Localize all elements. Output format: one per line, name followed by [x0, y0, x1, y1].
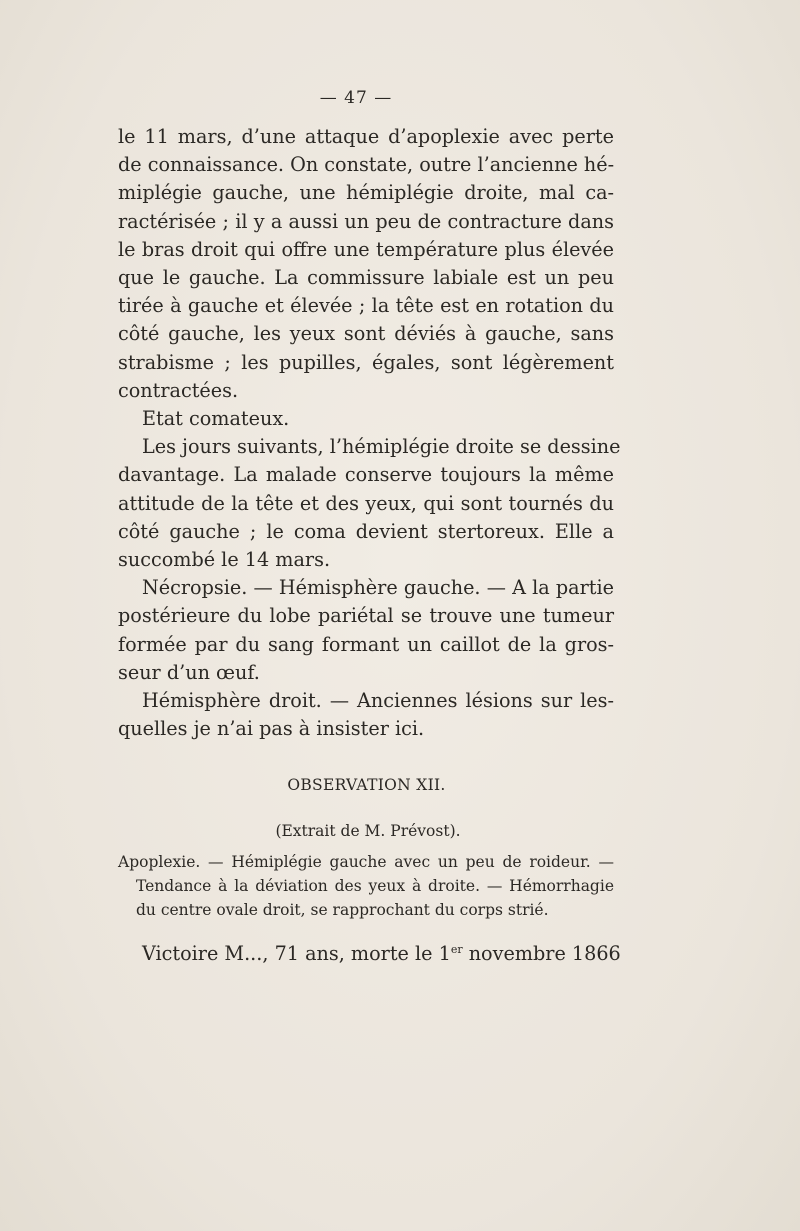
- case-intro-line: [142, 942, 621, 965]
- text-line: le bras droit qui offre une température plus élevée: [118, 237, 614, 261]
- case-line-superscript: er: [450, 943, 463, 956]
- text-line: côté gauche, les yeux sont déviés à gauche, sans: [118, 322, 614, 346]
- text-line: contractées.: [118, 378, 239, 402]
- text-line: Etat comateux.: [142, 407, 290, 431]
- text-line: strabisme ; les pupilles, égales, sont légèrement: [118, 350, 614, 374]
- text-line: Les jours suivants, l’hémiplégie droite se dessine: [142, 435, 621, 459]
- case-line-end: novembre 1866: [462, 942, 621, 965]
- text-line: côté gauche ; le coma devient stertoreux. Elle a: [118, 519, 614, 543]
- text-line: succombé le 14 mars.: [118, 548, 331, 572]
- text-line: attitude de la tête et des yeux, qui sont tournés du: [118, 491, 614, 515]
- page-number: — 47 —: [319, 88, 393, 108]
- summary-line: du centre ovale droit, se rapprochant du corps strié.: [136, 901, 549, 919]
- observation-source: (Extrait de M. Prévost).: [275, 822, 461, 840]
- summary-line: Tendance à la déviation des yeux à droite. — Hémorrhagie: [136, 877, 614, 895]
- text-line: miplégie gauche, une hémiplégie droite, mal ca-: [118, 181, 614, 205]
- main-text: [118, 123, 621, 743]
- case-line-start: Victoire M..., 71 ans, morte le 1: [142, 942, 451, 965]
- observation-summary: [118, 850, 614, 922]
- text-line: formée par du sang formant un caillot de la gros-: [118, 632, 614, 656]
- text-line: de connaissance. On constate, outre l’ancienne hé-: [118, 153, 615, 177]
- text-line: que le gauche. La commissure labiale est un peu: [118, 266, 614, 290]
- text-line: davantage. La malade conserve toujours la même: [118, 463, 614, 487]
- summary-line: Apoplexie. — Hémiplégie gauche avec un peu de roideur. —: [118, 853, 614, 871]
- text-line: Hémisphère droit. — Anciennes lésions sur les-: [142, 689, 614, 713]
- text-line: Nécropsie. — Hémisphère gauche. — A la partie: [142, 576, 614, 600]
- text-line: le 11 mars, d’une attaque d’apoplexie avec perte: [118, 125, 614, 148]
- text-line: postérieure du lobe pariétal se trouve une tumeur: [118, 604, 614, 628]
- text-line: seur d’un œuf.: [118, 660, 260, 684]
- text-line: quelles je n’ai pas à insister ici.: [118, 717, 425, 741]
- text-line: tirée à gauche et élevée ; la tête est en rotation du: [118, 294, 614, 318]
- text-line: ractérisée ; il y a aussi un peu de contracture dans: [118, 209, 614, 233]
- observation-title: OBSERVATION XII.: [287, 776, 446, 794]
